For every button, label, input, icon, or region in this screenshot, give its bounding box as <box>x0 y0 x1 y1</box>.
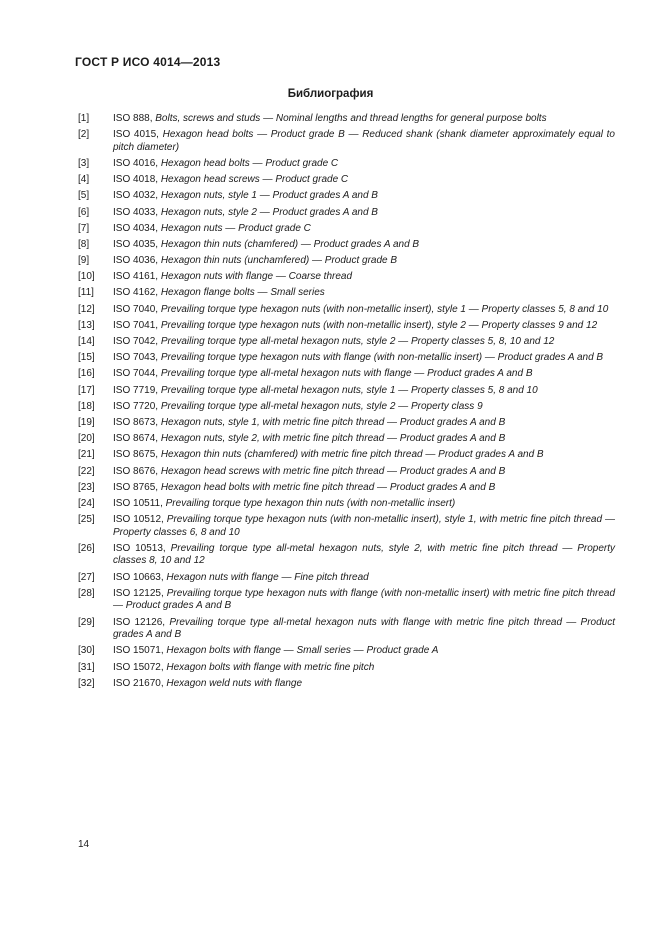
entry-text <box>113 543 615 568</box>
entry-iso-code: ISO 4036, <box>113 255 159 267</box>
entry-ref-number: [6] <box>78 206 90 218</box>
entry-title: Hexagon thin nuts (chamfered) — Product grades A and B <box>160 238 420 250</box>
entry-title: Hexagon head bolts — Product grade B — Reduced shank (shank diameter approximately equal to pitch diameter) <box>113 129 615 153</box>
entry-title: Hexagon thin nuts (unchamfered) — Product grade B <box>160 255 398 267</box>
entry-text <box>113 304 615 317</box>
entry-iso-code: ISO 4015, <box>113 129 159 141</box>
entry-ref-number: [5] <box>78 190 90 202</box>
entry-title: Hexagon head screws with metric fine pitch thread — Product grades A and B <box>160 465 506 477</box>
bibliography-entry <box>78 678 615 691</box>
bibliography-entry <box>78 482 615 495</box>
bibliography-entry <box>78 417 615 430</box>
entry-ref-number: [18] <box>78 400 95 412</box>
entry-ref-number: [4] <box>78 174 90 186</box>
entry-text <box>113 287 615 300</box>
bibliography-entry <box>78 190 615 203</box>
entry-title: Prevailing torque type all-metal hexagon nuts, style 2, with metric fine pitch thread — Property classes 8, 10 and 12 <box>113 542 616 567</box>
entry-title: Hexagon nuts, style 1 — Product grades A and B <box>160 190 378 202</box>
entry-ref-number: [29] <box>78 616 95 628</box>
entry-iso-code: ISO 8675, <box>113 449 159 461</box>
bibliography-entry <box>78 158 615 171</box>
entry-ref-number: [30] <box>78 645 95 657</box>
entry-iso-code: ISO 8676, <box>113 465 159 477</box>
entry-text <box>113 129 615 154</box>
entry-iso-code: ISO 8674, <box>113 433 159 445</box>
entry-title: Prevailing torque type all-metal hexagon nuts, style 1 — Property classes 5, 8 and 10 <box>160 384 538 396</box>
entry-iso-code: ISO 10663, <box>113 571 164 583</box>
page-number: 14 <box>78 839 90 850</box>
entry-ref-number: [23] <box>78 481 95 493</box>
entry-title: Prevailing torque type hexagon nuts with flange (with non-metallic insert) with metric fine pitch thread — Product grades A and B <box>113 587 616 612</box>
entry-title: Prevailing torque type hexagon thin nuts (with non-metallic insert) <box>165 497 456 509</box>
entry-text <box>113 207 615 220</box>
bibliography-entry <box>78 207 615 220</box>
bibliography-entry <box>78 385 615 398</box>
entry-ref-number: [7] <box>78 222 90 234</box>
bibliography-entry <box>78 514 615 539</box>
bibliography-entry <box>78 572 615 585</box>
entry-ref-number: [14] <box>78 336 95 348</box>
entry-iso-code: ISO 10511, <box>113 497 163 509</box>
bibliography-entry <box>78 543 615 568</box>
bibliography-heading: Библиография <box>287 88 374 100</box>
entry-title: Hexagon head screws — Product grade C <box>160 174 349 186</box>
bibliography-entry <box>78 352 615 365</box>
bibliography-entry <box>78 223 615 236</box>
bibliography-entry <box>78 255 615 268</box>
entry-text <box>113 417 615 430</box>
entry-iso-code: ISO 4016, <box>113 157 159 169</box>
entry-title: Hexagon head bolts — Product grade C <box>160 157 339 169</box>
bibliography-entry <box>78 368 615 381</box>
entry-ref-number: [22] <box>78 465 95 477</box>
entry-ref-number: [12] <box>78 303 95 315</box>
entry-ref-number: [13] <box>78 319 95 331</box>
entry-iso-code: ISO 4161, <box>113 271 159 283</box>
entry-ref-number: [19] <box>78 416 95 428</box>
entry-ref-number: [20] <box>78 433 95 445</box>
entry-ref-number: [28] <box>78 587 95 599</box>
entry-ref-number: [26] <box>78 542 95 554</box>
entry-ref-number: [1] <box>78 113 90 124</box>
entry-title: Hexagon flange bolts — Small series <box>160 287 325 299</box>
entry-ref-number: [15] <box>78 352 95 364</box>
entry-title: Hexagon nuts, style 1, with metric fine pitch thread — Product grades A and B <box>160 416 506 428</box>
entry-text <box>113 239 615 252</box>
entry-text <box>113 385 615 398</box>
entry-iso-code: ISO 888, <box>113 113 153 124</box>
entry-text <box>113 190 615 203</box>
entry-ref-number: [16] <box>78 368 95 380</box>
entry-iso-code: ISO 4162, <box>113 287 159 299</box>
entry-text <box>113 336 615 349</box>
entry-title: Hexagon nuts with flange — Fine pitch thread <box>166 571 369 583</box>
entry-title: Hexagon bolts with flange with metric fine pitch <box>166 661 375 673</box>
entry-iso-code: ISO 7720, <box>113 400 159 412</box>
entry-text <box>113 113 615 126</box>
entry-ref-number: [21] <box>78 449 95 461</box>
entry-title: Prevailing torque type hexagon nuts with flange (with non-metallic insert) — Product grades A and B <box>160 352 604 364</box>
bibliography-entry <box>78 433 615 446</box>
bibliography-entry <box>78 336 615 349</box>
bibliography-entry <box>78 401 615 414</box>
document-title: ГОСТ Р ИСО 4014—2013 <box>75 55 221 69</box>
entry-ref-number: [32] <box>78 677 95 689</box>
entry-text <box>113 320 615 333</box>
entry-ref-number: [9] <box>78 255 90 267</box>
bibliography-entry <box>78 662 615 675</box>
bibliography-entry <box>78 466 615 479</box>
entry-text <box>113 368 615 381</box>
bibliography-entry <box>78 287 615 300</box>
entry-text <box>113 174 615 187</box>
entry-iso-code: ISO 7042, <box>113 336 159 348</box>
entry-text <box>113 678 615 691</box>
entry-text <box>113 572 615 585</box>
entry-ref-number: [2] <box>78 129 90 141</box>
entry-text <box>113 255 615 268</box>
entry-text <box>113 352 615 365</box>
entry-title: Prevailing torque type hexagon nuts (with non-metallic insert), style 1 — Property classes 5, 8 and 10 <box>160 303 609 315</box>
bibliography-entry <box>78 320 615 333</box>
entry-title: Hexagon nuts, style 2, with metric fine pitch thread — Product grades A and B <box>160 433 506 445</box>
entry-ref-number: [25] <box>78 514 95 526</box>
entry-title: Prevailing torque type all-metal hexagon nuts, style 2 — Property classes 5, 8, 10 and 12 <box>160 336 555 348</box>
entry-iso-code: ISO 4035, <box>113 238 159 250</box>
entry-title: Hexagon nuts, style 2 — Product grades A and B <box>160 206 378 218</box>
entry-ref-number: [8] <box>78 238 90 250</box>
entry-iso-code: ISO 7043, <box>113 352 159 364</box>
bibliography-list <box>78 113 615 694</box>
entry-text <box>113 433 615 446</box>
entry-iso-code: ISO 7719, <box>113 384 159 396</box>
entry-text <box>113 645 615 658</box>
entry-title: Hexagon head bolts with metric fine pitch thread — Product grades A and B <box>160 481 496 493</box>
entry-ref-number: [24] <box>78 497 95 509</box>
entry-iso-code: ISO 4033, <box>113 206 159 218</box>
entry-title: Hexagon bolts with flange — Small series — Product grade A <box>166 645 439 657</box>
bibliography-entry <box>78 113 615 126</box>
bibliography-entry <box>78 498 615 511</box>
entry-text <box>113 271 615 284</box>
entry-title: Prevailing torque type hexagon nuts (with non-metallic insert), style 1, with metric fine pitch thread — Property classes 6, 8 and 10 <box>113 514 615 538</box>
entry-text <box>113 514 615 539</box>
bibliography-entry <box>78 645 615 658</box>
entry-iso-code: ISO 7040, <box>113 303 159 315</box>
bibliography-entry <box>78 239 615 252</box>
bibliography-entry <box>78 588 615 613</box>
entry-text <box>113 617 615 642</box>
entry-iso-code: ISO 7044, <box>113 368 159 380</box>
entry-ref-number: [31] <box>78 661 95 673</box>
entry-iso-code: ISO 15072, <box>113 661 164 673</box>
entry-text <box>113 482 615 495</box>
entry-title: Bolts, screws and studs — Nominal lengths and thread lengths for general purpose bolts <box>155 113 547 124</box>
entry-iso-code: ISO 4032, <box>113 190 159 202</box>
entry-text <box>113 223 615 236</box>
entry-iso-code: ISO 8673, <box>113 416 159 428</box>
entry-title: Prevailing torque type all-metal hexagon nuts, style 2 — Property class 9 <box>160 400 483 412</box>
entry-text <box>113 498 615 511</box>
entry-text <box>113 466 615 479</box>
entry-text <box>113 662 615 675</box>
entry-iso-code: ISO 15071, <box>113 645 164 657</box>
entry-title: Hexagon thin nuts (chamfered) with metric fine pitch thread — Product grades A and B <box>160 449 544 461</box>
entry-ref-number: [10] <box>78 271 95 283</box>
entry-iso-code: ISO 10513, <box>113 542 166 554</box>
entry-title: Hexagon nuts — Product grade C <box>160 222 311 234</box>
entry-ref-number: [11] <box>78 287 94 299</box>
entry-iso-code: ISO 10512, <box>113 514 164 526</box>
entry-ref-number: [3] <box>78 157 90 169</box>
entry-title: Prevailing torque type all-metal hexagon nuts with flange with metric fine pitch thread — Product grades A and B <box>113 616 615 641</box>
bibliography-entry <box>78 617 615 642</box>
entry-title: Prevailing torque type hexagon nuts (with non-metallic insert), style 2 — Property classes 9 and 12 <box>160 319 598 331</box>
entry-iso-code: ISO 21670, <box>113 677 164 689</box>
entry-title: Hexagon weld nuts with flange <box>166 677 303 689</box>
entry-iso-code: ISO 12126, <box>113 616 166 628</box>
entry-title: Hexagon nuts with flange — Coarse thread <box>160 271 353 283</box>
entry-text <box>113 158 615 171</box>
bibliography-entry <box>78 304 615 317</box>
entry-ref-number: [17] <box>78 384 95 396</box>
entry-iso-code: ISO 7041, <box>113 319 159 331</box>
bibliography-entry <box>78 271 615 284</box>
entry-iso-code: ISO 4018, <box>113 174 159 186</box>
entry-iso-code: ISO 12125, <box>113 587 164 599</box>
entry-ref-number: [27] <box>78 571 95 583</box>
entry-title: Prevailing torque type all-metal hexagon nuts with flange — Product grades A and B <box>160 368 533 380</box>
entry-text <box>113 449 615 462</box>
bibliography-entry <box>78 174 615 187</box>
entry-iso-code: ISO 8765, <box>113 481 159 493</box>
bibliography-entry <box>78 129 615 154</box>
entry-text <box>113 401 615 414</box>
entry-text <box>113 588 615 613</box>
bibliography-entry <box>78 449 615 462</box>
entry-iso-code: ISO 4034, <box>113 222 159 234</box>
